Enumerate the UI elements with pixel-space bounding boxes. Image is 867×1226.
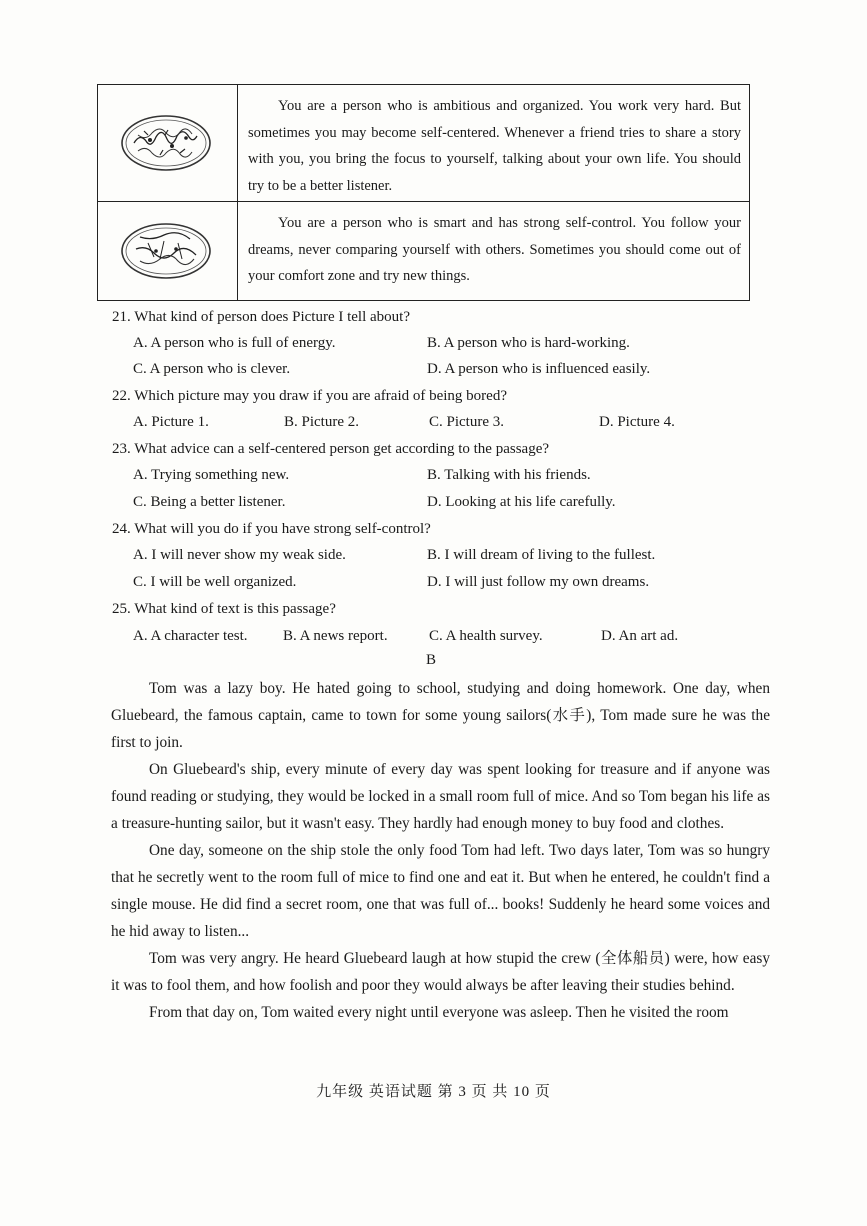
picture-1-description: You are a person who is ambitious and organized. You work very hard. But sometimes you may become self-centered. Whenever a friend tries to share a story with you, you bring the focus to yourself, talking about your own life. You should try to be a better listener. [248,98,741,194]
question-24-option-d[interactable]: D. I will just follow my own dreams. [427,574,650,590]
reading-passage [111,675,770,1026]
question-22-option-c[interactable]: C. Picture 3. [429,414,504,430]
question-23-option-a[interactable]: A. Trying something new. [133,467,290,483]
table-row [98,85,749,202]
picture-cell [98,85,238,201]
question-22-stem: 22. Which picture may you draw if you are afraid of being bored? [112,388,507,404]
question-25-stem: 25. What kind of text is this passage? [112,601,336,617]
question-22-option-a[interactable]: A. Picture 1. [133,414,209,430]
picture-2-description: You are a person who is smart and has strong self-control. You follow your dreams, never comparing yourself with others. Sometimes you should come out of your comfort zone and try new things. [248,215,741,284]
question-22-option-d[interactable]: D. Picture 4. [599,414,675,430]
table-row [98,202,749,300]
passage-paragraph: One day, someone on the ship stole the only food Tom had left. Two days later, Tom was so hungry that he secretly went to the room full of mice to find one and eat it. But when he entered, he couldn't find a single mouse. He did find a secret room, one that was full of... books! Suddenly he heard some voices and he hid away to listen... [111,842,770,940]
question-21-option-a[interactable]: A. A person who is full of energy. [133,335,336,351]
question-24-option-c[interactable]: C. I will be well organized. [133,574,297,590]
passage-paragraph: On Gluebeard's ship, every minute of every day was spent looking for treasure and if anyone was found reading or studying, they would be locked in a small room full of mice. And so Tom began his life as a treasure-hunting sailor, but it wasn't easy. They hardly had enough money to buy food and clothes. [111,761,770,832]
question-24-option-a[interactable]: A. I will never show my weak side. [133,547,346,563]
picture-cell [98,202,238,300]
question-25-option-a[interactable]: A. A character test. [133,628,248,644]
question-25-option-c[interactable]: C. A health survey. [429,628,543,644]
question-25-option-b[interactable]: B. A news report. [283,628,388,644]
passage-paragraph: From that day on, Tom waited every night until everyone was asleep. Then he visited the room [149,1004,729,1021]
picture-1-image [120,113,212,173]
question-23-stem: 23. What advice can a self-centered person get according to the passage? [112,441,550,457]
question-21-stem: 21. What kind of person does Picture I tell about? [112,309,410,325]
passage-paragraph: Tom was very angry. He heard Gluebeard laugh at how stupid the crew (全体船员) were, how easy it was to fool them, and how foolish and poor they would always be after leaving their studies behind. [111,950,770,994]
question-24-option-b[interactable]: B. I will dream of living to the fullest. [427,547,656,563]
question-21-option-b[interactable]: B. A person who is hard-working. [427,335,630,351]
section-label: B [426,652,437,668]
question-22-option-b[interactable]: B. Picture 2. [284,414,359,430]
picture-2-image [120,221,212,281]
question-24-stem: 24. What will you do if you have strong self-control? [112,521,431,537]
passage-paragraph: Tom was a lazy boy. He hated going to school, studying and doing homework. One day, when Gluebeard, the famous captain, came to town for some young sailors(水手), Tom made sure he was the first to join. [111,680,770,751]
question-21-option-d[interactable]: D. A person who is influenced easily. [427,361,651,377]
page-footer: 九年级 英语试题 第 3 页 共 10 页 [316,1084,551,1100]
question-25-option-d[interactable]: D. An art ad. [601,628,679,644]
question-23-option-b[interactable]: B. Talking with his friends. [427,467,591,483]
picture-description-table [97,84,750,301]
question-21-option-c[interactable]: C. A person who is clever. [133,361,291,377]
question-23-option-d[interactable]: D. Looking at his life carefully. [427,494,616,510]
question-23-option-c[interactable]: C. Being a better listener. [133,494,286,510]
